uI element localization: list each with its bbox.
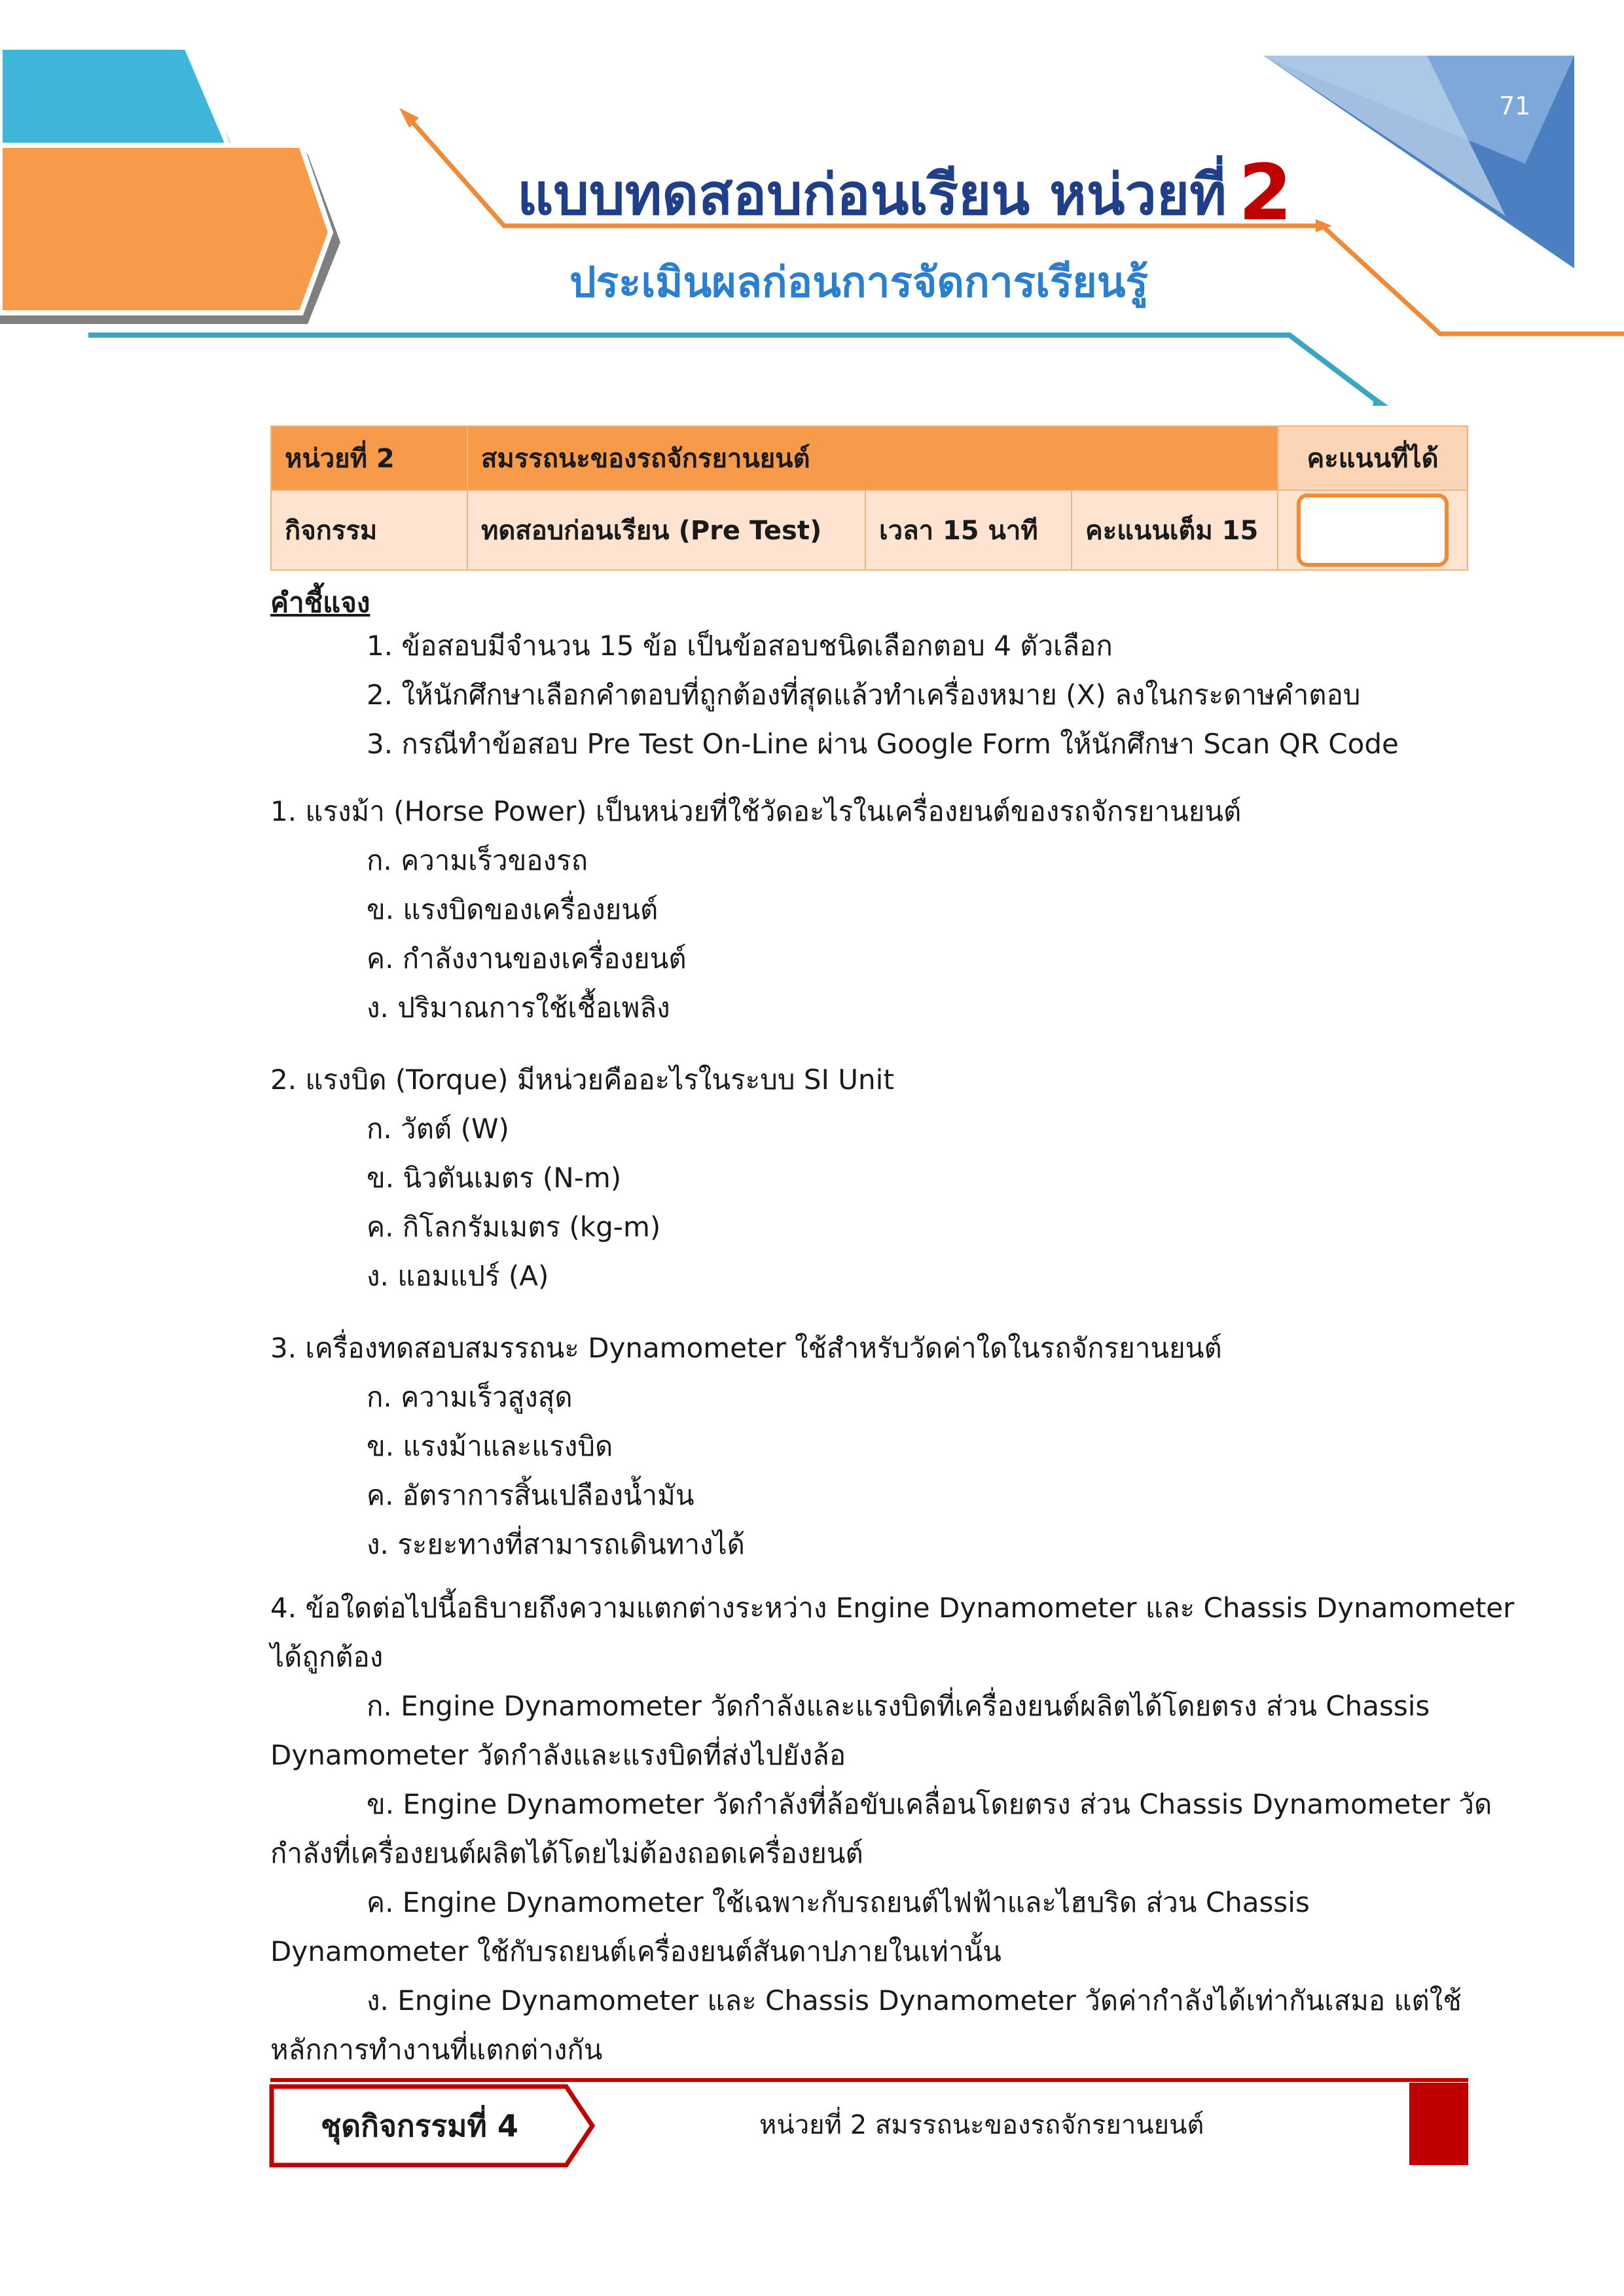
question-1-option-d: ง. ปริมาณการใช้เชื้อเพลิง: [367, 992, 670, 1024]
question-4-option-b: ข. Engine Dynamometer วัดกำลังที่ล้อขับเคลื่อนโดยตรง ส่วน Chassis Dynamometer วัด: [367, 1788, 1492, 1820]
score-input-box[interactable]: [1297, 493, 1449, 567]
question-2: 2. แรงบิด (Torque) มีหน่วยคืออะไรในระบบ SI Unit: [270, 1064, 894, 1096]
question-1: 1. แรงม้า (Horse Power) เป็นหน่วยที่ใช้วัดอะไรในเครื่องยนต์ของรถจักรยานยนต์: [270, 795, 1242, 827]
full-score-cell: คะแนนเต็ม 15: [1072, 490, 1278, 570]
instruction-item: 3. กรณีทำข้อสอบ Pre Test On-Line ผ่าน Google Form ให้นักศึกษา Scan QR Code: [367, 728, 1399, 760]
question-3-option-d: ง. ระยะทางที่สามารถเดินทางได้: [367, 1528, 745, 1560]
score-header-cell: คะแนนที่ได้: [1278, 426, 1468, 490]
teal-arrowhead: [1371, 396, 1398, 406]
question-2-option-b: ข. นิวตันเมตร (N-m): [367, 1162, 622, 1194]
question-4-option-c-continued: Dynamometer ใช้กับรถยนต์เครื่องยนต์สันดาปภายในเท่านั้น: [270, 1935, 1001, 1967]
question-1-option-c: ค. กำลังงานของเครื่องยนต์: [367, 942, 687, 975]
question-4-option-c: ค. Engine Dynamometer ใช้เฉพาะกับรถยนต์ไฟฟ้าและไฮบริด ส่วน Chassis: [367, 1886, 1310, 1918]
instruction-item: 2. ให้นักศึกษาเลือกคำตอบที่ถูกต้องที่สุดแล้วทำเครื่องหมาย (X) ลงในกระดาษคำตอบ: [367, 679, 1361, 711]
teal-line: [88, 335, 1388, 406]
question-1-option-b: ข. แรงบิดของเครื่องยนต์: [367, 893, 659, 925]
question-4-option-d-continued: หลักการทำงานที่แตกต่างกัน: [270, 2034, 603, 2066]
footer-unit-text: หน่วยที่ 2 สมรรถนะของรถจักรยานยนต์: [759, 2110, 1204, 2140]
question-4-option-a: ก. Engine Dynamometer วัดกำลังและแรงบิดที่เครื่องยนต์ผลิตได้โดยตรง ส่วน Chassis: [367, 1690, 1430, 1722]
footer-red-block: [1409, 2083, 1468, 2165]
instruction-item: 1. ข้อสอบมีจำนวน 15 ข้อ เป็นข้อสอบชนิดเลือกตอบ 4 ตัวเลือก: [367, 630, 1113, 662]
page-title-text: แบบทดสอบก่อนเรียน หน่วยที่: [517, 162, 1227, 228]
page-title-number: 2: [1238, 147, 1293, 238]
question-1-option-a: ก. ความเร็วของรถ: [367, 844, 588, 876]
instructions-title: คำชี้แจง: [270, 586, 370, 619]
left-arrow-orange: [0, 145, 331, 313]
score-cell: [1278, 490, 1468, 570]
page-subtitle: ประเมินผลก่อนการจัดการเรียนรู้: [569, 259, 1148, 307]
question-4-option-a-continued: Dynamometer วัดกำลังและแรงบิดที่ส่งไปยังล้อ: [270, 1739, 846, 1771]
question-3-option-c: ค. อัตราการสิ้นเปลืองน้ำมัน: [367, 1479, 695, 1511]
question-3-option-b: ข. แรงม้าและแรงบิด: [367, 1430, 613, 1462]
question-2-option-a: ก. วัตต์ (W): [367, 1113, 509, 1145]
question-4-continued: ได้ถูกต้อง: [270, 1641, 384, 1673]
question-2-option-c: ค. กิโลกรัมเมตร (kg-m): [367, 1211, 661, 1243]
question-3-option-a: ก. ความเร็วสูงสุด: [367, 1381, 573, 1413]
page-title: [517, 147, 1292, 239]
unit-label-cell: หน่วยที่ 2: [271, 426, 467, 490]
question-2-option-d: ง. แอมแปร์ (A): [367, 1260, 549, 1292]
activity-label-cell: กิจกรรม: [271, 490, 467, 570]
footer-activity-set: ชุดกิจกรรมที่ 4: [321, 2108, 518, 2144]
question-3: 3. เครื่องทดสอบสมรรถนะ Dynamometer ใช้สำหรับวัดค่าใดในรถจักรยานยนต์: [270, 1332, 1222, 1364]
question-4-option-b-continued: กำลังที่เครื่องยนต์ผลิตได้โดยไม่ต้องถอดเครื่องยนต์: [270, 1837, 863, 1869]
unit-name-cell: สมรรถนะของรถจักรยานยนต์: [467, 426, 1278, 490]
activity-name-cell: ทดสอบก่อนเรียน (Pre Test): [467, 490, 865, 570]
time-cell: เวลา 15 นาที: [865, 490, 1072, 570]
question-4-option-d: ง. Engine Dynamometer และ Chassis Dynamometer วัดค่ากำลังได้เท่ากันเสมอ แต่ใช้: [367, 1984, 1462, 2017]
question-4: 4. ข้อใดต่อไปนี้อธิบายถึงความแตกต่างระหว่าง Engine Dynamometer และ Chassis Dynamometer: [270, 1592, 1515, 1624]
info-table: [270, 425, 1468, 571]
page-number: 71: [1499, 92, 1531, 120]
